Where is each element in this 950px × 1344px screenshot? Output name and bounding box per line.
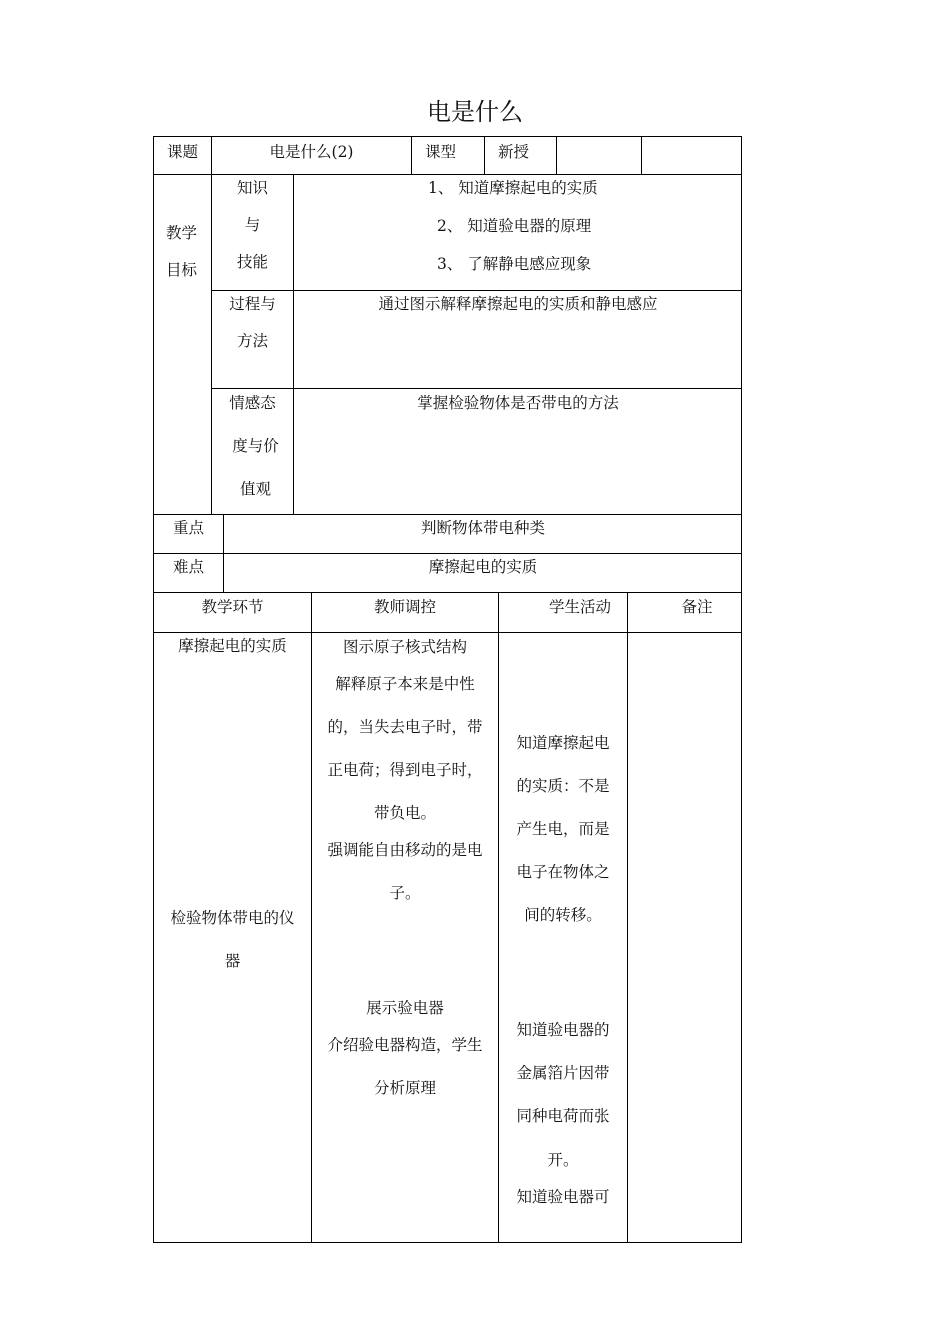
teacher-line: 正电荷；得到电子时， bbox=[327, 761, 483, 779]
knowledge-item: 2、 知道验电器的原理 bbox=[437, 217, 592, 235]
column-header: 教学环节 bbox=[201, 598, 264, 616]
segment-name: 摩擦起电的实质 bbox=[178, 637, 287, 655]
topic-value: 电是什么(2) bbox=[269, 143, 354, 161]
student-line: 产生电，而是 bbox=[516, 820, 610, 838]
emotion-label: 情感态 bbox=[229, 394, 276, 412]
teacher-line: 分析原理 bbox=[373, 1079, 436, 1097]
student-line: 同种电荷而张 bbox=[516, 1107, 610, 1125]
type-value: 新授 bbox=[498, 143, 530, 161]
teacher-line: 的，当失去电子时，带 bbox=[327, 718, 483, 736]
key-point-label: 重点 bbox=[173, 519, 205, 537]
teacher-line: 介绍验电器构造，学生 bbox=[327, 1036, 483, 1054]
segment-name: 检验物体带电的仪 bbox=[170, 909, 295, 927]
col-divider bbox=[484, 136, 485, 174]
student-line: 金属箔片因带 bbox=[516, 1064, 610, 1082]
student-line: 知道验电器可 bbox=[516, 1188, 610, 1206]
row-divider bbox=[153, 553, 742, 554]
row-divider bbox=[211, 388, 742, 389]
row-divider bbox=[153, 174, 742, 175]
emotion-text: 掌握检验物体是否带电的方法 bbox=[417, 394, 619, 412]
objectives-label: 教学 bbox=[166, 224, 198, 242]
column-header: 教师调控 bbox=[373, 598, 436, 616]
objectives-label: 目标 bbox=[166, 261, 198, 279]
row-divider bbox=[153, 592, 742, 593]
teacher-line: 图示原子核式结构 bbox=[342, 638, 467, 656]
col-divider bbox=[556, 136, 557, 174]
topic-label: 课题 bbox=[167, 143, 199, 161]
knowledge-item: 1、 知道摩擦起电的实质 bbox=[428, 179, 598, 197]
teacher-line: 子。 bbox=[389, 884, 421, 902]
student-line: 间的转移。 bbox=[524, 906, 602, 924]
column-header: 学生活动 bbox=[548, 598, 611, 616]
process-label: 过程与 bbox=[229, 295, 276, 313]
teacher-line: 解释原子本来是中性 bbox=[335, 675, 475, 693]
difficult-point-label: 难点 bbox=[173, 558, 205, 576]
column-header: 备注 bbox=[681, 598, 713, 616]
process-label: 方法 bbox=[236, 332, 268, 350]
emotion-label: 值观 bbox=[239, 480, 271, 498]
difficult-point-text: 摩擦起电的实质 bbox=[428, 558, 538, 576]
segment-name: 器 bbox=[224, 952, 241, 970]
teacher-line: 强调能自由移动的是电 bbox=[327, 841, 483, 859]
knowledge-label: 技能 bbox=[236, 253, 268, 271]
emotion-label: 度与价 bbox=[232, 437, 279, 455]
col-divider bbox=[641, 136, 642, 174]
knowledge-label: 与 bbox=[244, 216, 261, 234]
teacher-line: 带负电。 bbox=[373, 804, 436, 822]
col-divider bbox=[293, 174, 294, 514]
student-line: 知道摩擦起电 bbox=[516, 734, 610, 752]
col-divider bbox=[411, 136, 412, 174]
page-title: 电是什么 bbox=[427, 98, 523, 126]
knowledge-item: 3、 了解静电感应现象 bbox=[437, 255, 592, 273]
student-line: 知道验电器的 bbox=[516, 1021, 610, 1039]
teacher-line: 展示验电器 bbox=[366, 999, 444, 1017]
row-divider bbox=[153, 632, 742, 633]
student-line: 电子在物体之 bbox=[516, 863, 610, 881]
row-divider bbox=[153, 514, 742, 515]
process-text: 通过图示解释摩擦起电的实质和静电感应 bbox=[378, 295, 658, 313]
type-label: 课型 bbox=[425, 143, 457, 161]
student-line: 的实质：不是 bbox=[516, 777, 610, 795]
col-divider bbox=[627, 592, 628, 1243]
row-divider bbox=[211, 290, 742, 291]
key-point-text: 判断物体带电种类 bbox=[420, 519, 545, 537]
knowledge-label: 知识 bbox=[236, 179, 268, 197]
student-line: 开。 bbox=[547, 1151, 579, 1169]
